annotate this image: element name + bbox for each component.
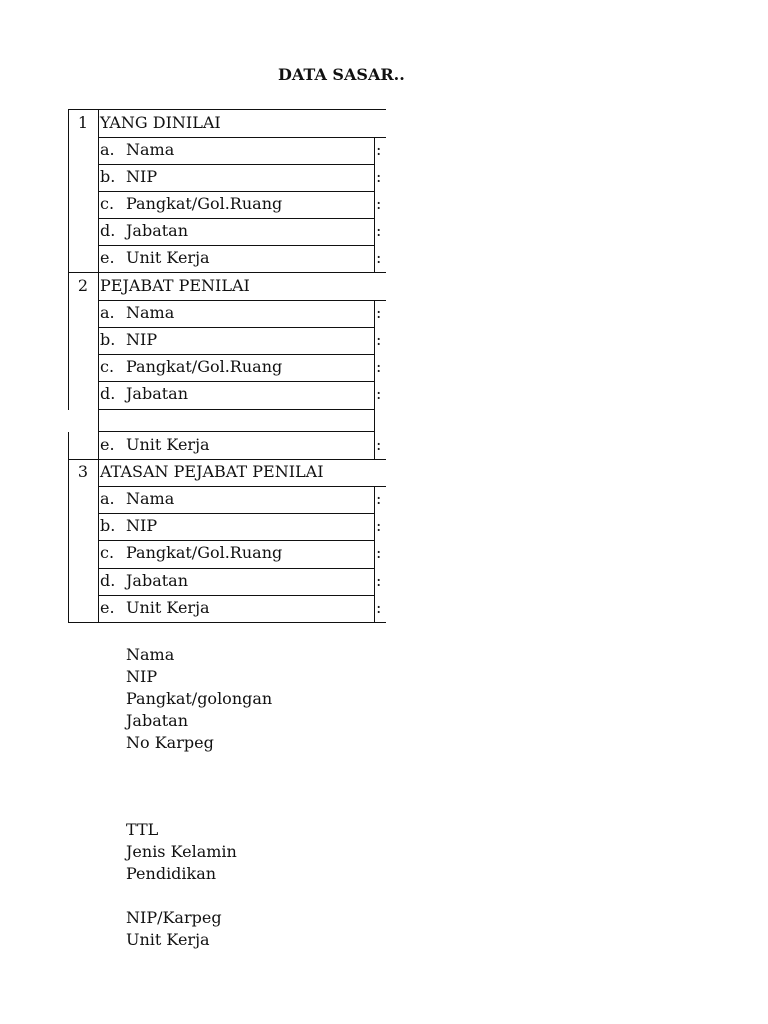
row-label: Nama (126, 303, 175, 322)
row-letter: d. (100, 571, 116, 590)
row-letter: b. (100, 167, 116, 186)
row-letter: b. (100, 330, 116, 349)
row-label: NIP (126, 167, 158, 186)
extra-field-label: NIP (126, 667, 158, 686)
row-label: Jabatan (126, 384, 189, 403)
row-colon: : (376, 221, 382, 240)
row-label: Pangkat/Gol.Ruang (126, 194, 283, 213)
row-colon: : (376, 489, 382, 508)
extra-field-label: Pendidikan (126, 864, 217, 883)
row-letter: c. (100, 357, 115, 376)
row-letter: a. (100, 489, 115, 508)
section-number: 3 (77, 462, 89, 481)
row-colon: : (376, 435, 382, 454)
extra-field-label: Jenis Kelamin (126, 842, 237, 861)
row-letter: d. (100, 384, 116, 403)
row-colon: : (376, 357, 382, 376)
row-letter: d. (100, 221, 116, 240)
row-colon: : (376, 248, 382, 267)
number-column-divider (98, 109, 99, 623)
row-line (68, 622, 386, 623)
row-label: Nama (126, 140, 175, 159)
extra-field-label: Jabatan (126, 711, 189, 730)
row-label: NIP (126, 516, 158, 535)
row-letter: e. (100, 598, 115, 617)
row-letter: c. (100, 194, 115, 213)
row-colon: : (376, 516, 382, 535)
section-label: ATASAN PEJABAT PENILAI (100, 462, 324, 481)
extra-field-label: NIP/Karpeg (126, 908, 222, 927)
extra-field-label: No Karpeg (126, 733, 214, 752)
colon-column-divider-2 (374, 300, 375, 460)
row-colon: : (376, 194, 382, 213)
colon-column-divider-3 (374, 487, 375, 623)
row-label: Unit Kerja (126, 598, 210, 617)
section-label: YANG DINILAI (100, 113, 221, 132)
row-colon: : (376, 140, 382, 159)
row-colon: : (376, 303, 382, 322)
section-label: PEJABAT PENILAI (100, 276, 250, 295)
row-label: Jabatan (126, 571, 189, 590)
table-border-left-1 (68, 109, 69, 410)
row-line (98, 409, 374, 410)
row-label: Pangkat/Gol.Ruang (126, 543, 283, 562)
row-colon: : (376, 598, 382, 617)
row-letter: e. (100, 435, 115, 454)
row-letter: a. (100, 140, 115, 159)
row-letter: e. (100, 248, 115, 267)
row-colon: : (376, 571, 382, 590)
row-label: Pangkat/Gol.Ruang (126, 357, 283, 376)
extra-field-label: Nama (126, 645, 175, 664)
row-letter: c. (100, 543, 115, 562)
row-label: Unit Kerja (126, 248, 210, 267)
row-label: NIP (126, 330, 158, 349)
row-colon: : (376, 330, 382, 349)
row-colon: : (376, 543, 382, 562)
row-letter: b. (100, 516, 116, 535)
row-colon: : (376, 167, 382, 186)
extra-field-label: TTL (126, 820, 159, 839)
extra-field-label: Pangkat/golongan (126, 689, 273, 708)
colon-column-divider-1 (374, 137, 375, 273)
row-label: Unit Kerja (126, 435, 210, 454)
extra-field-label: Unit Kerja (126, 930, 210, 949)
document-title: DATA SASAR.. (278, 65, 405, 84)
section-number: 2 (77, 276, 89, 295)
row-letter: a. (100, 303, 115, 322)
row-colon: : (376, 384, 382, 403)
row-label: Nama (126, 489, 175, 508)
section-number: 1 (77, 113, 89, 132)
row-label: Jabatan (126, 221, 189, 240)
